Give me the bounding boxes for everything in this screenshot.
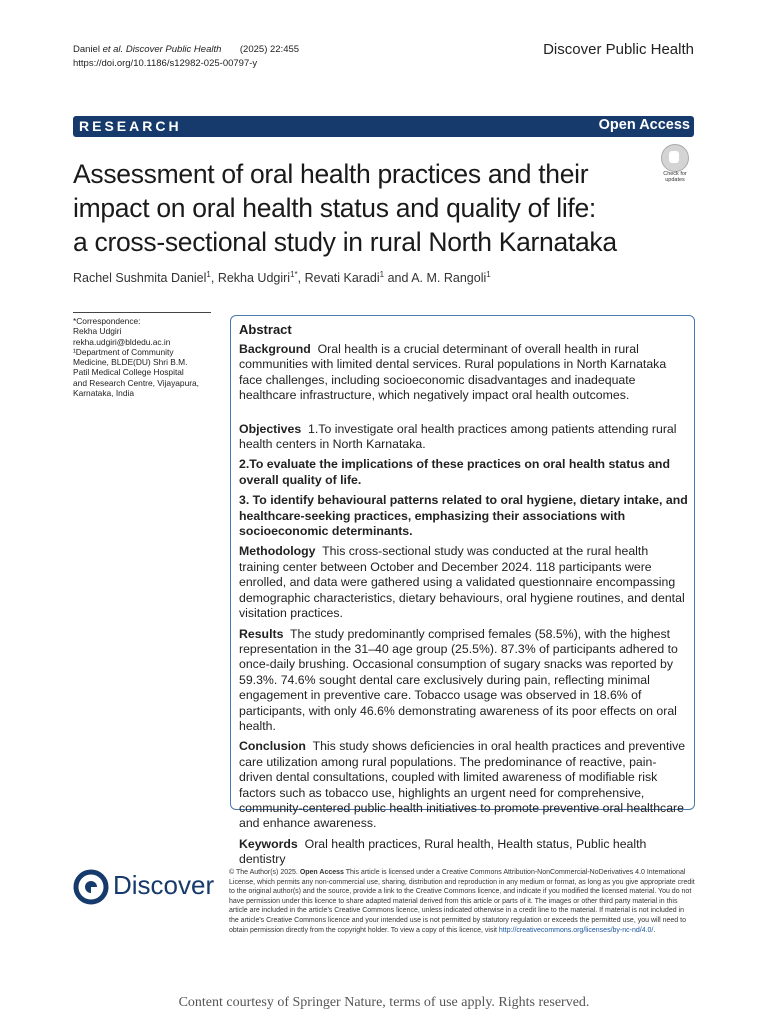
correspondence-line: ¹Department of Community [73, 346, 174, 357]
abstract-body [239, 342, 689, 868]
article-type-label: RESEARCH [79, 118, 182, 134]
correspondence-line: and Research Centre, Vijayapura, [73, 377, 200, 388]
abstract-box [230, 315, 695, 867]
abstract-objective-2 [239, 457, 689, 488]
license-open-access: Open Access [299, 869, 344, 876]
author-affiliation: 1 [486, 270, 491, 279]
correspondence-line: *Correspondence: [73, 316, 141, 326]
check-updates-icon [661, 144, 689, 172]
correspondence-line: Medicine, BLDE(DU) Shri B.M. [73, 357, 188, 368]
abstract-methodology [239, 544, 689, 621]
article-type-banner [73, 116, 694, 137]
section-text: 2.To evaluate the implications of these practices on oral health status and overall quality of life. [239, 457, 670, 487]
section-label: Objectives [239, 421, 302, 436]
author-separator: and [384, 271, 412, 286]
abstract-results [239, 627, 689, 735]
discover-logo-word: Discover [113, 870, 215, 900]
page-footer: Content courtesy of Springer Nature, terms of use apply. Rights reserved. [178, 995, 590, 1010]
author-separator: , [297, 271, 305, 286]
abstract-heading: Abstract [239, 322, 292, 337]
author-name: A. M. Rangoli [411, 271, 487, 286]
running-header [73, 43, 299, 71]
license-link-end: . [653, 926, 656, 934]
license-link[interactable]: http://creativecommons.org/licenses/by-nc-nd/4.0/ [498, 926, 654, 934]
citation-author: Daniel [73, 44, 100, 55]
author-separator: , [210, 271, 218, 286]
correspondence-line: Patil Medical College Hospital [73, 367, 184, 378]
section-label: Keywords [239, 836, 298, 851]
abstract-conclusion [239, 739, 689, 831]
section-text: The study predominantly comprised females (58.5%), with the highest representation in the 31–40 age group (25.5%). 87.3% of participants adhered to once-daily brushing. Occasional consumption of sugary snacks was reported by 59.3%. 74.6% sought dental care exclusively during pain, reflecting minimal engagement in preventive care. Tobacco usage was observed in 18.6% of participants, with only 46.6% demonstrating awareness of its poor effects on oral health. [239, 626, 678, 733]
section-text: 1.To investigate oral health practices among patients attending rural health centers in North Karnataka. [239, 421, 677, 452]
section-text: Oral health is a crucial determinant of overall health in rural communities with limited dental services. Rural populations in North Karnataka face challenges, including socioeconomic disadvantages and inadequate healthcare infrastructure, which negatively impact oral health outcomes. [239, 342, 667, 403]
citation-journal: Discover Public Health [125, 44, 222, 55]
section-text: This study shows deficiencies in oral health practices and preventive care utilization among rural populations. The predominance of reactive, pain-driven dental consultations, coupled with limited awareness of modifiable risk factors such as tobacco use, highlights an urgent need for comprehensive, community-centered public health initiatives to promote preventive oral healthcare and enhance awareness. [239, 739, 686, 831]
correspondence-block [73, 312, 211, 398]
abstract-objectives [239, 422, 689, 453]
section-label: Conclusion [239, 739, 306, 754]
abstract-keywords [239, 837, 689, 868]
title-line: a cross-sectional study in rural North Karnataka [73, 227, 617, 257]
journal-name: Discover Public Health [543, 41, 694, 58]
author-affiliation: 1 [206, 270, 211, 279]
citation-etal: et al. [102, 44, 124, 55]
section-label: Results [239, 626, 284, 641]
title-line: impact on oral health status and quality of life: [73, 193, 596, 223]
author-affiliation: 1 [379, 270, 385, 279]
correspondence-line: Karnataka, India [73, 388, 134, 399]
section-text: Oral health practices, Rural health, Health status, Public health dentistry [239, 836, 647, 867]
abstract-objective-3 [239, 493, 689, 539]
license-notice [229, 868, 695, 935]
section-label: Methodology [239, 544, 316, 559]
discover-logo-icon [73, 869, 109, 905]
section-text: 3. To identify behavioural patterns related to oral hygiene, dietary intake, and healthcare-seeking practices, emphasizing their associations with socioeconomic determinants. [239, 493, 688, 539]
doi-link[interactable]: https://doi.org/10.1186/s12982-025-00797-y [73, 58, 258, 69]
article-title [73, 157, 663, 259]
author-name: Rachel Sushmita Daniel [73, 271, 207, 286]
correspondence-email[interactable]: rekha.udgiri@bldedu.ac.in [73, 336, 171, 347]
author-name: Revati Karadi [304, 271, 380, 286]
author-list [73, 270, 491, 285]
correspondence-line: Rekha Udgiri [73, 326, 122, 337]
license-lead: © The Author(s) 2025. [229, 869, 298, 876]
badge-line-1: Check for [663, 171, 687, 177]
discover-logo [73, 868, 218, 906]
citation-year: (2025) 22:455 [239, 44, 300, 55]
author-affiliation: 1* [290, 270, 298, 279]
open-access-label: Open Access [598, 117, 690, 133]
section-text: This cross-sectional study was conducted at the rural health training center between October and December 2024. 118 participants were enrolled, and data were gathered using a validated questionnaire encompassing demographic characteristics, dietary behaviours, oral hygiene routines, and dental visitation practices. [239, 544, 685, 621]
section-label: Background [239, 342, 311, 356]
badge-line-2: updates [665, 177, 685, 183]
title-line: Assessment of oral health practices and their [73, 159, 589, 189]
license-text: This article is licensed under a Creative Commons Attribution-NonCommercial-NoDerivatives 4.0 International License, which permits any non-commercial use, sharing, distribution and reproduction in any medium or format, as long as you give appropriate credit to the original author(s) and the source, provide a link to the Creative Commons licence, and indicate if you modified the licensed material. You do not have permission under this licence to share adapted material derived from this article or parts of it. The images or other third party material in this article are included in the article's Creative Commons licence, unless indicated otherwise in a credit line to the material. If material is not included in the article's Creative Commons licence and your intended use is not permitted by statutory regulation or exceeds the permitted use, you will need to obtain permission directly from the copyright holder. To view a copy of this licence, visit [229, 869, 695, 934]
author-name: Rekha Udgiri [217, 271, 291, 286]
abstract-background [239, 342, 689, 404]
